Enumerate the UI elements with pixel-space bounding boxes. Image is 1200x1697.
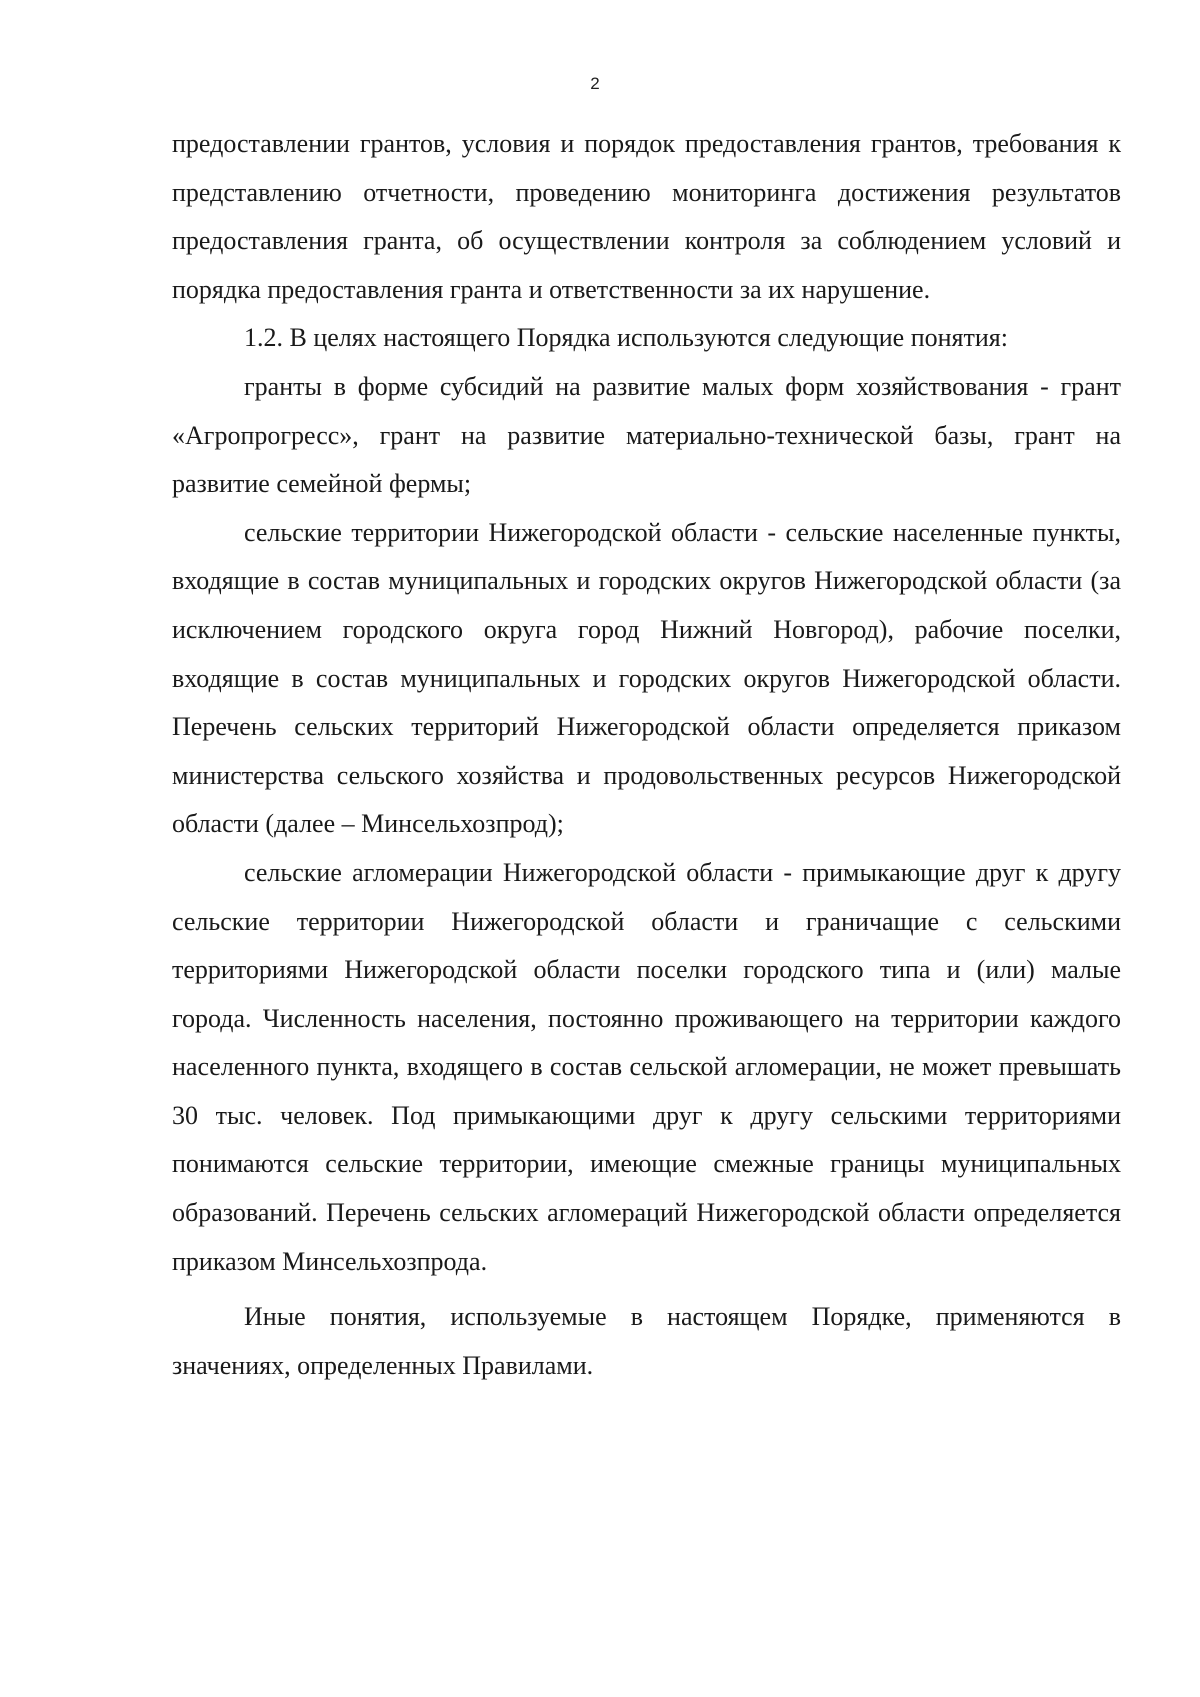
- paragraph-continuation: предоставлении грантов, условия и порядок предоставления грантов, требования к представлению отчетности, проведению мониторинга достижения результатов предоставления гранта, об осуществлении контроля за соблюдением условий и порядка предоставления гранта и ответственности за их нарушение.: [172, 129, 1121, 304]
- paragraph-definition-rural-agglomerations: сельские агломерации Нижегородской области - примыкающие друг к другу сельские территории Нижегородской области и граничащие с сельскими территориями Нижегородской области поселки городского типа и (или) малые города. Численность населения, постоянно проживающего на территории каждого населенного пункта, входящего в состав сельской агломерации, не может превышать 30 тыс. человек. Под примыкающими друг к другу сельскими территориями понимаются сельские территории, имеющие смежные границы муниципальных образований. Перечень сельских агломераций Нижегородской области определяется приказом Минсельхозпрода.: [172, 857, 1121, 1276]
- paragraph-definition-rural-territories: сельские территории Нижегородской области - сельские населенные пункты, входящие в состав муниципальных и городских округов Нижегородской области (за исключением городского округа город Нижний Новгород), рабочие поселки, входящие в состав муниципальных и городских округов Нижегородской области. Перечень сельских территорий Нижегородской области определяется приказом министерства сельского хозяйства и продовольственных ресурсов Нижегородской области (далее – Минсельхозпрод);: [172, 517, 1121, 839]
- page-number: 2: [590, 74, 600, 93]
- document-body: [172, 120, 1121, 1390]
- paragraph-section-1-2: 1.2. В целях настоящего Порядка используются следующие понятия:: [244, 323, 1008, 353]
- paragraph-definition-grants: гранты в форме субсидий на развитие малых форм хозяйствования - грант «Агропрогресс», грант на развитие материально-технической базы, грант на развитие семейной фермы;: [172, 371, 1121, 499]
- paragraph-other-terms: Иные понятия, используемые в настоящем Порядке, применяются в значениях, определенных Правилами.: [172, 1302, 1121, 1380]
